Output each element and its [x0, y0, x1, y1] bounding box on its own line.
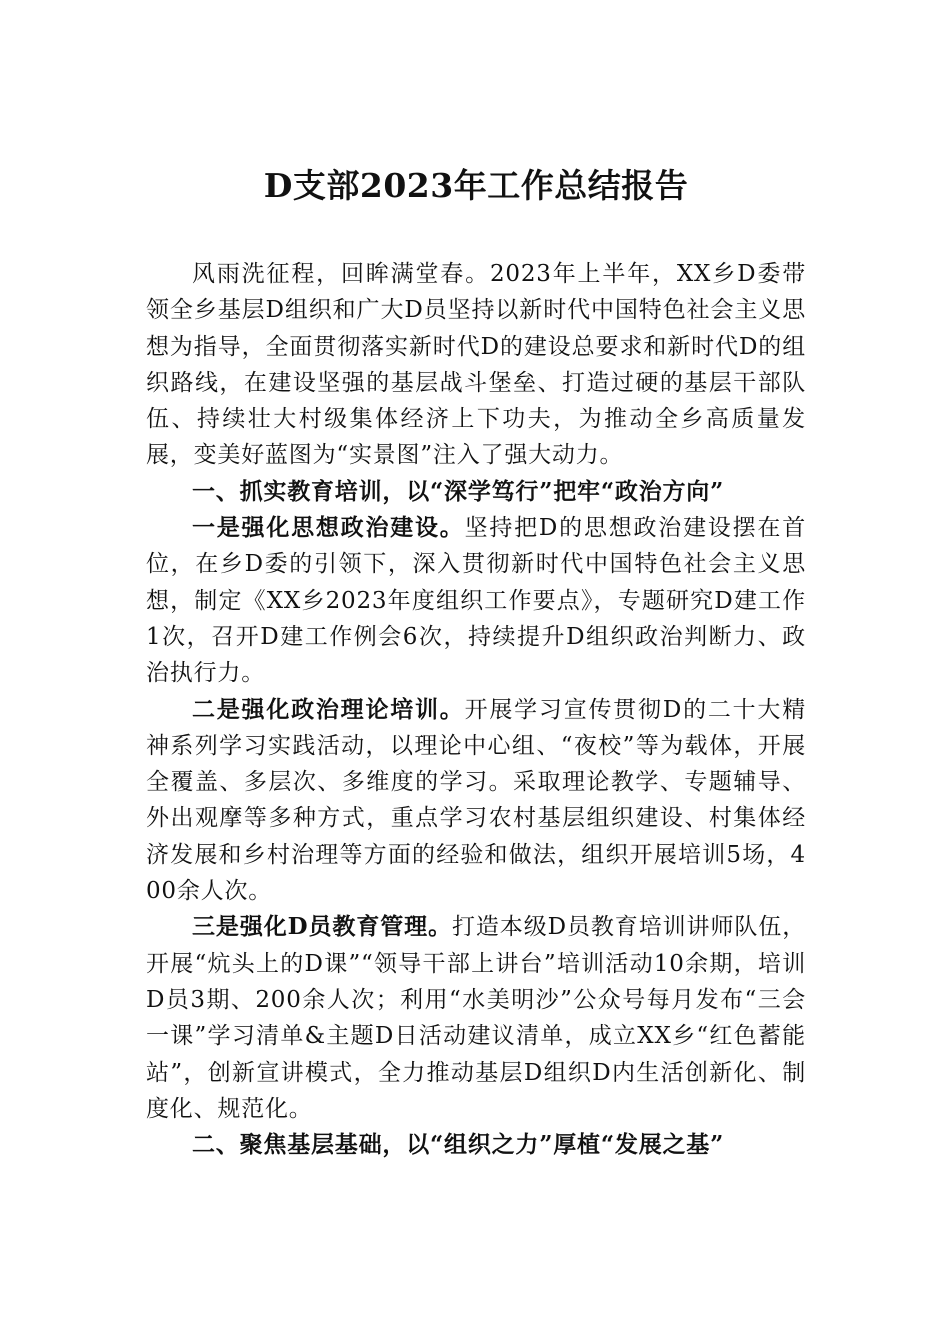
item-lead-3: 三是强化D员教育管理。 — [192, 913, 452, 941]
document-body — [146, 256, 806, 1163]
item-body-2: 开展学习宣传贯彻D的二十大精神系列学习实践活动，以理论中心组、“夜校”等为载体，开展全覆盖、多层次、多维度的学习。采取理论教学、专题辅导、外出观摩等多种方式，重点学习农村基层组织建设、村集体经济发展和乡村治理等方面的经验和做法，组织开展培训5场，400余人次。 — [146, 696, 806, 905]
intro-paragraph: 风雨洗征程，回眸满堂春。2023年上半年，XX乡D委带领全乡基层D组织和广大D员坚持以新时代中国特色社会主义思想为指导，全面贯彻落实新时代D的建设总要求和新时代D的组织路线，在建设坚强的基层战斗堡垒、打造过硬的基层干部队伍、持续壮大村级集体经济上下功夫，为推动全乡高质量发展，变美好蓝图为“实景图”注入了强大动力。 — [146, 261, 806, 469]
document-title: D支部2023年工作总结报告 — [263, 166, 689, 205]
item-lead-2: 二是强化政治理论培训。 — [192, 695, 465, 723]
section-heading-2: 二、聚焦基层基础，以“组织之力”厚植“发展之基” — [192, 1131, 725, 1159]
item-paragraph-2 — [146, 692, 806, 910]
item-paragraph-3 — [146, 909, 806, 1127]
section-heading-1: 一、抓实教育培训，以“深学笃行”把牢“政治方向” — [192, 477, 725, 505]
item-body-1: 坚持把D的思想政治建设摆在首位，在乡D委的引领下，深入贯彻新时代中国特色社会主义思想，制定《XX乡2023年度组织工作要点》，专题研究D建工作1次，召开D建工作例会6次，持续提升D组织政治判断力、政治执行力。 — [146, 515, 806, 687]
item-paragraph-1 — [146, 510, 806, 691]
item-body-3: 打造本级D员教育培训讲师队伍，开展“炕头上的D课”“领导干部上讲台”培训活动10余期，培训D员3期、200余人次；利用“水美明沙”公众号每月发布“三会一课”学习清单&主题D日活动建议清单，成立XX乡“红色蓄能站”，创新宣讲模式，全力推动基层D组织D内生活创新化、制度化、规范化。 — [146, 914, 806, 1122]
item-lead-1: 一是强化思想政治建设。 — [192, 514, 465, 542]
